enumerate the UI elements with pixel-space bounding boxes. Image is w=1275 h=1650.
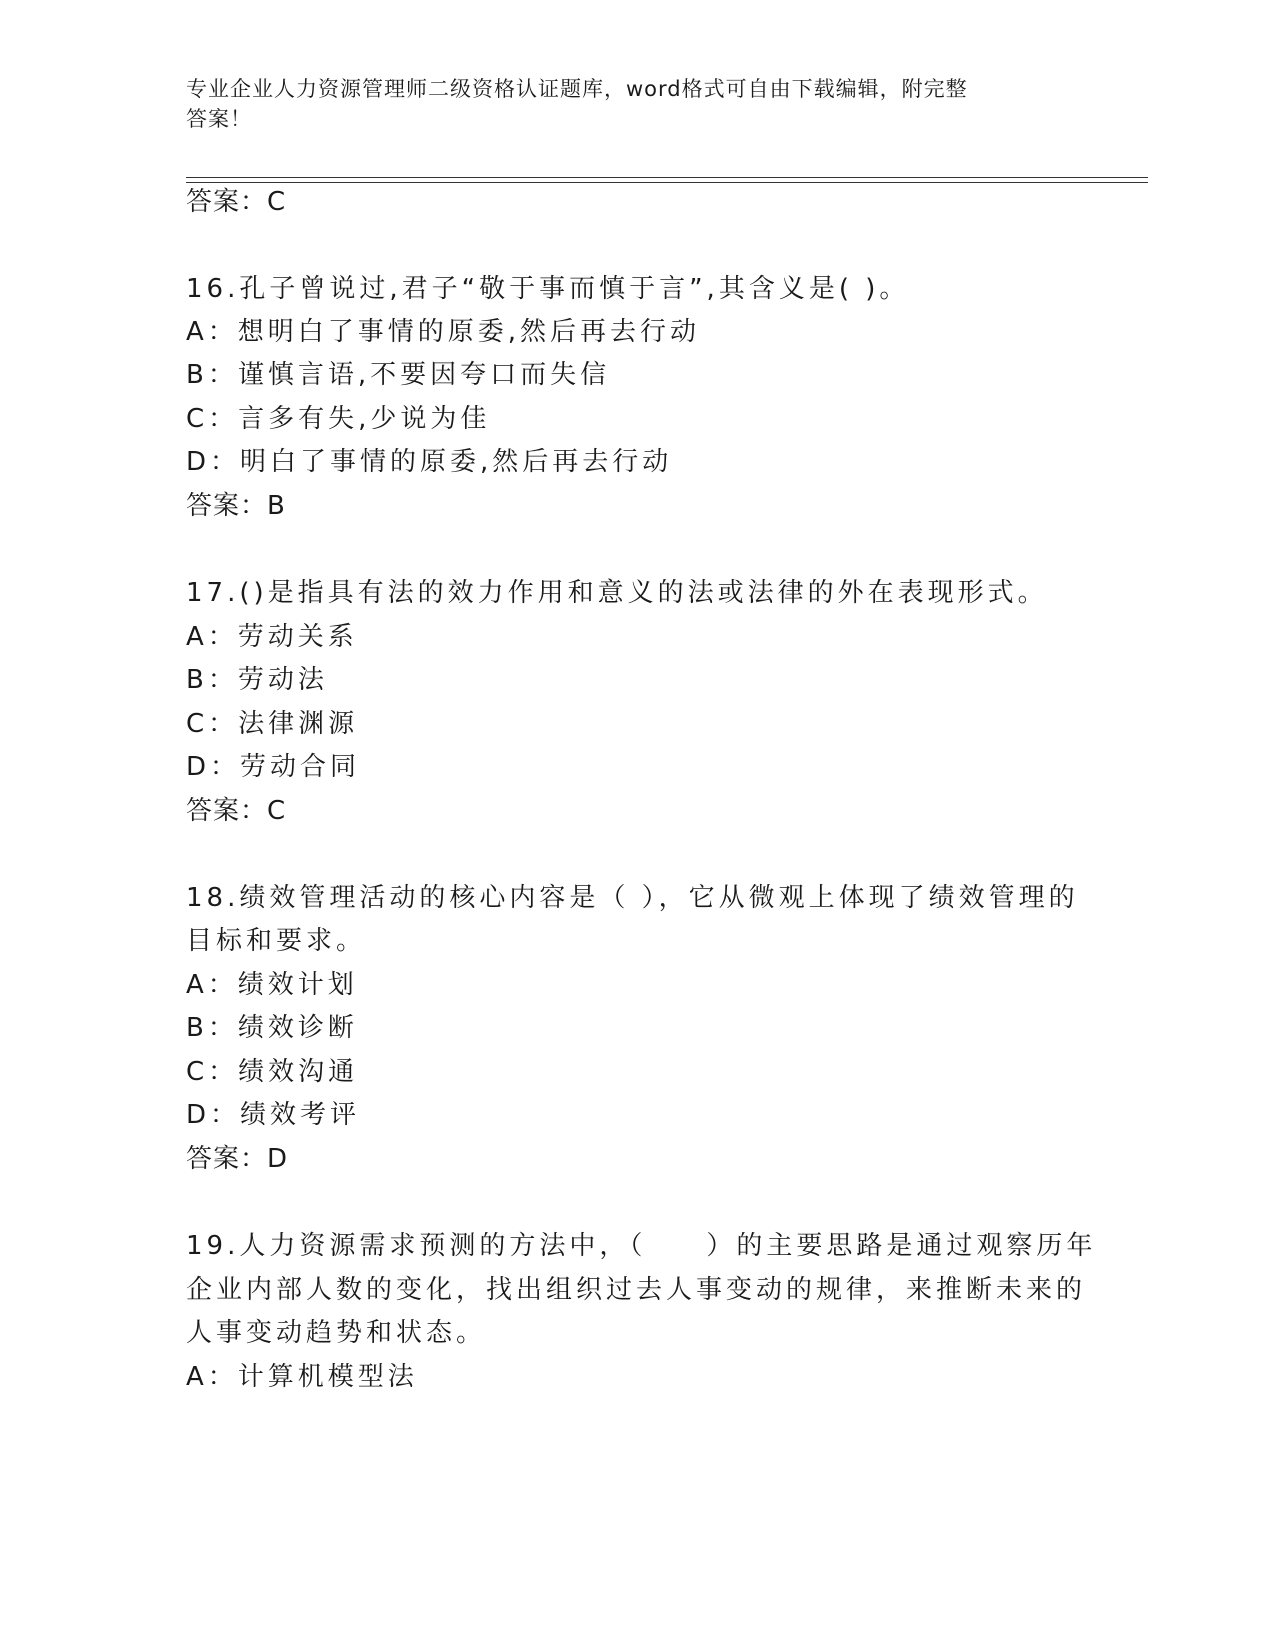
document-header xyxy=(186,74,1066,134)
question-17-text: 17.()是指具有法的效力作用和意义的法或法律的外在表现形式。 xyxy=(186,578,1048,608)
question-16-option-a: A：想明白了事情的原委,然后再去行动 xyxy=(186,317,701,347)
header-divider-bottom xyxy=(186,182,1148,183)
question-16-text: 16.孔子曾说过,君子“敬于事而慎于言”,其含义是( )。 xyxy=(186,274,910,304)
question-18-option-d: D：绩效考评 xyxy=(186,1100,361,1130)
question-16-option-d: D：明白了事情的原委,然后再去行动 xyxy=(186,447,673,477)
question-19-text-line-2: 企业内部人数的变化，找出组织过去人事变动的规律，来推断未来的 xyxy=(186,1275,1087,1305)
header-line-1: 专业企业人力资源管理师二级资格认证题库，word格式可自由下载编辑，附完整 xyxy=(186,77,968,101)
question-18-text-line-2: 目标和要求。 xyxy=(186,926,367,956)
question-18-option-a: A：绩效计划 xyxy=(186,970,358,1000)
question-17-option-b: B：劳动法 xyxy=(186,665,328,695)
question-17-answer: 答案：C xyxy=(186,796,287,826)
answer-previous: 答案：C xyxy=(186,187,287,217)
question-18-option-c: C：绩效沟通 xyxy=(186,1057,359,1087)
question-16-option-c: C：言多有失,少说为佳 xyxy=(186,404,491,434)
question-17-option-a: A：劳动关系 xyxy=(186,622,358,652)
question-18-option-b: B：绩效诊断 xyxy=(186,1013,358,1043)
question-19-text-line-1: 19.人力资源需求预测的方法中，（ ）的主要思路是通过观察历年 xyxy=(186,1231,1097,1261)
question-17-option-d: D：劳动合同 xyxy=(186,752,361,782)
header-divider-top xyxy=(186,177,1148,178)
question-16-answer: 答案：B xyxy=(186,491,286,521)
question-18-answer: 答案：D xyxy=(186,1144,289,1174)
question-18-text-line-1: 18.绩效管理活动的核心内容是（ ），它从微观上体现了绩效管理的 xyxy=(186,883,1079,913)
header-line-2: 答案！ xyxy=(186,107,252,131)
question-19-text-line-3: 人事变动趋势和状态。 xyxy=(186,1318,487,1348)
question-16-option-b: B：谨慎言语,不要因夸口而失信 xyxy=(186,360,611,390)
question-19-option-a: A：计算机模型法 xyxy=(186,1362,418,1392)
question-17-option-c: C：法律渊源 xyxy=(186,709,359,739)
